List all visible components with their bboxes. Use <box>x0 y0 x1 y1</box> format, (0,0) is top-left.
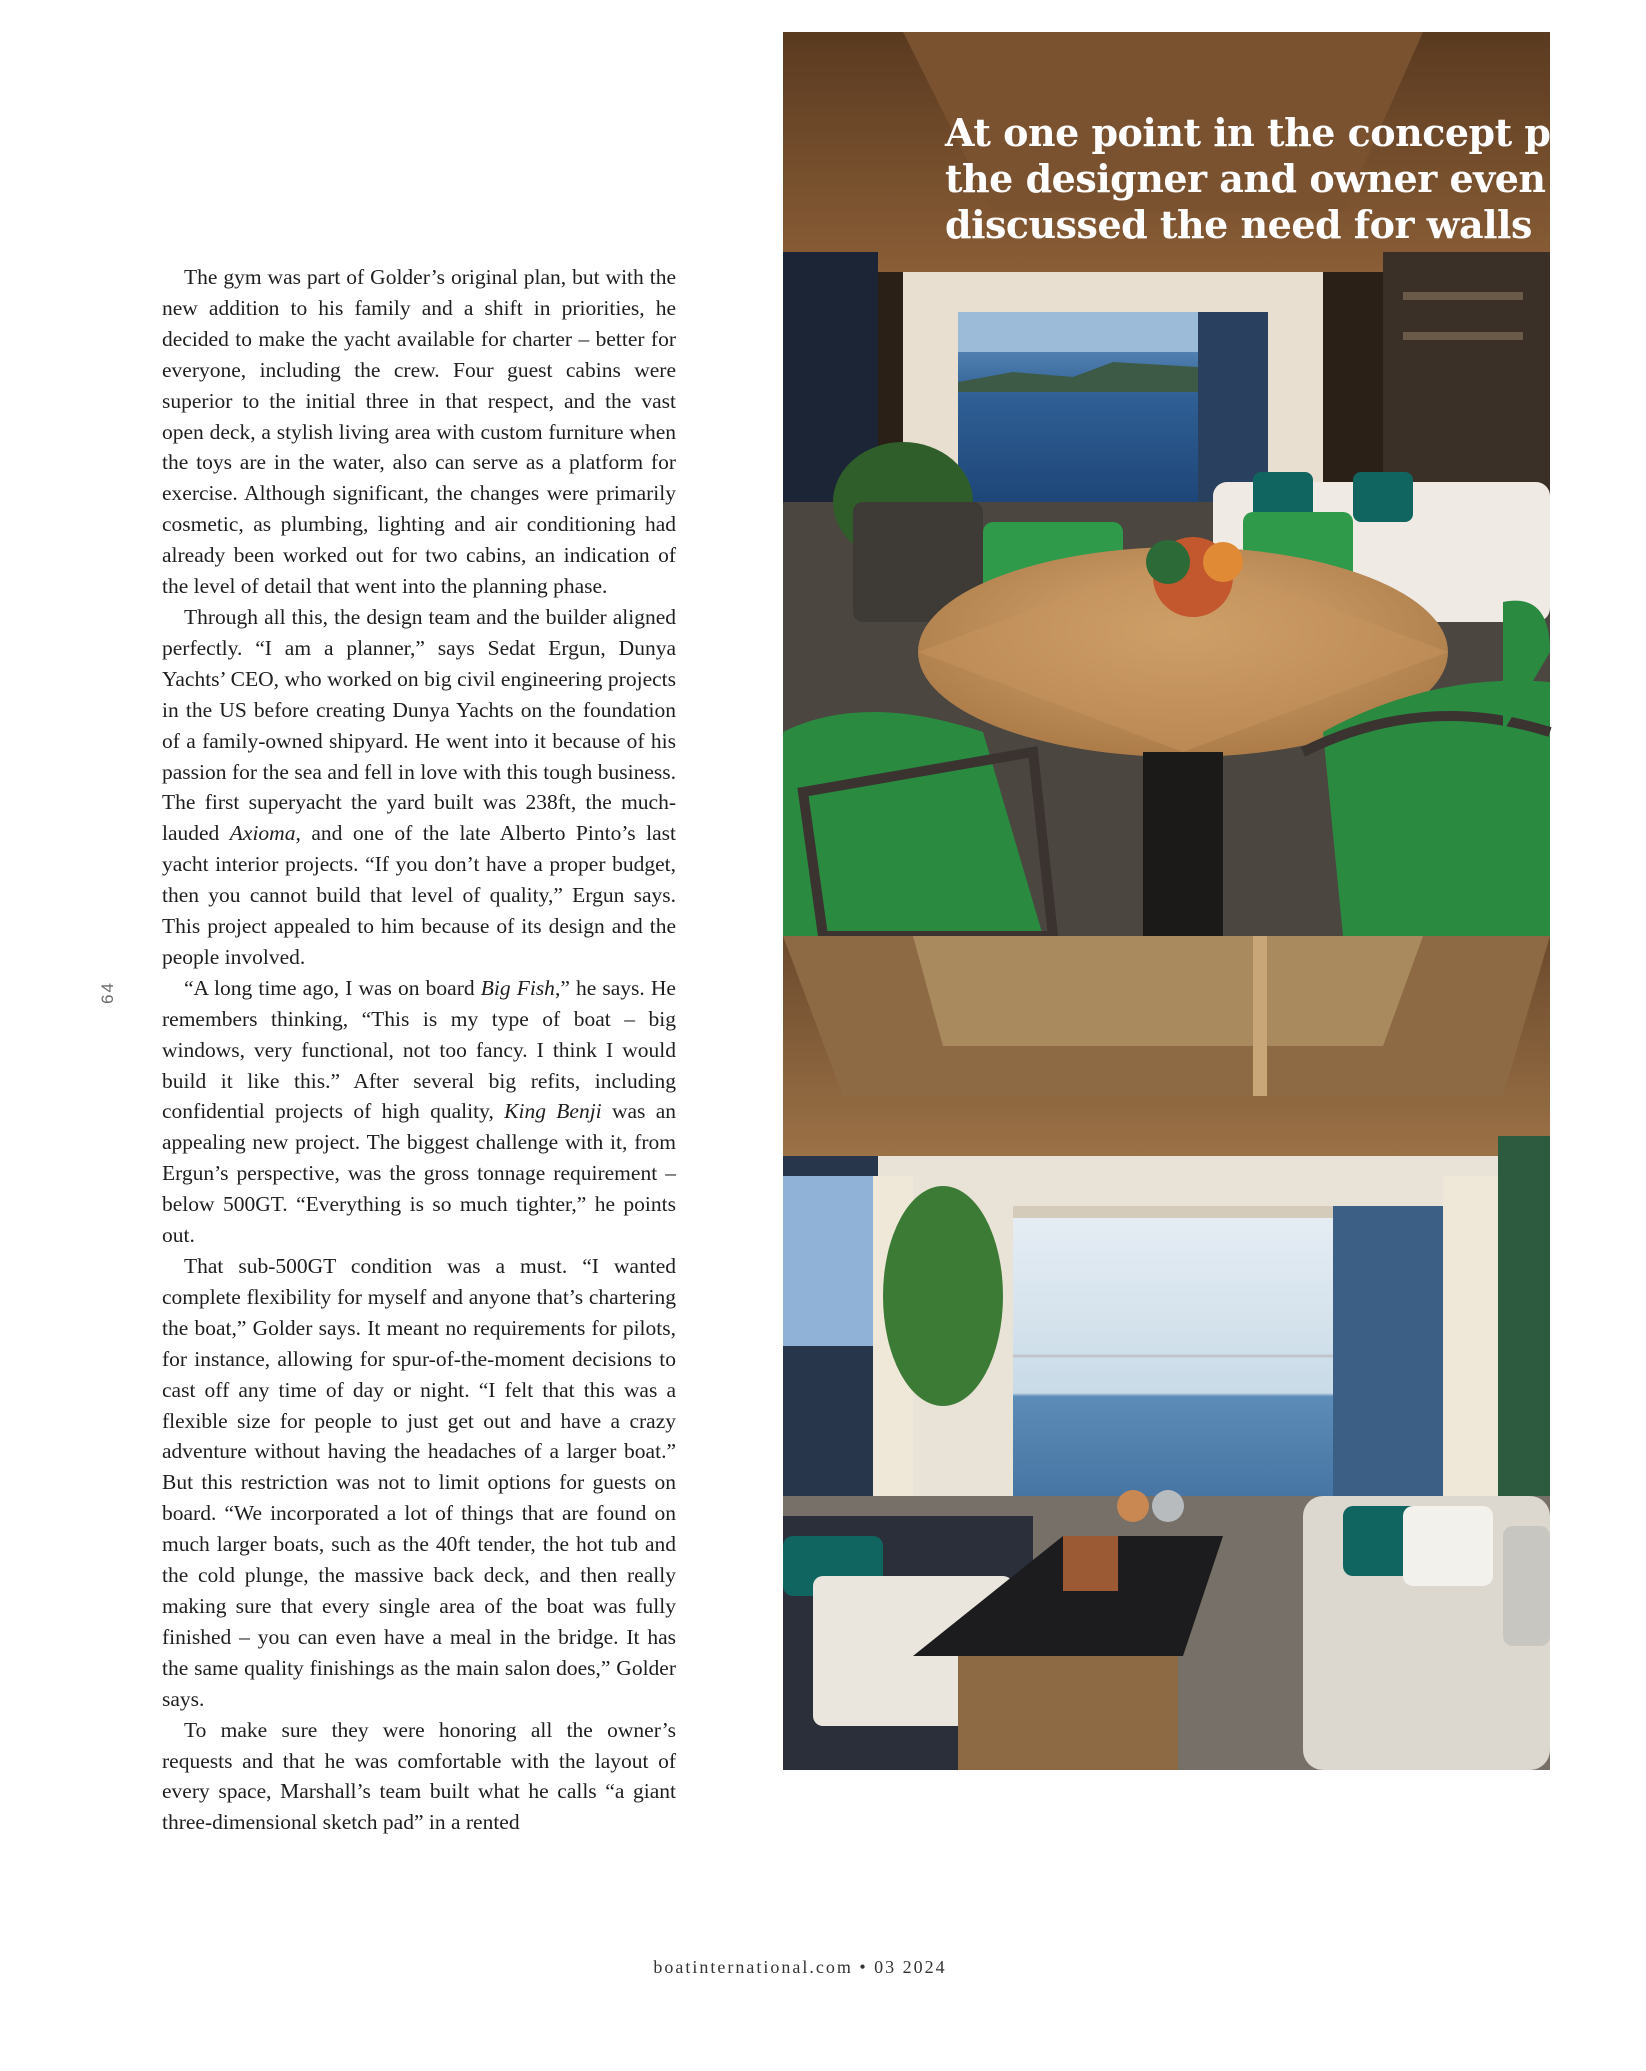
pull-quote-line: discussed the need for walls <box>945 202 1532 247</box>
dining-area-photo <box>783 32 1550 936</box>
paragraph: “A long time ago, I was on board Big Fish,” he says. He remembers thinking, “This is my type of boat – big windows, very functional, not too fancy. I think I would build it like this.” After several big refits, including confidential projects of high quality, King Benji was an appealing new project. The biggest challenge with it, from Ergun’s perspective, was the gross tonnage requirement – below 500GT. “Everything is so much tighter,” he points out. <box>162 975 676 1248</box>
lounge-photo <box>783 936 1550 1770</box>
footer-url-issue: boatinternational.com • 03 2024 <box>653 1957 947 1977</box>
paragraph: Through all this, the design team and the builder aligned perfectly. “I am a planner,” says Sedat Ergun, Dunya Yachts’ CEO, who worked on big civil engineering projects in the US before creating Dunya Yachts on the foundation of a family-owned shipyard. He went into it because of his passion for the sea and fell in love with this tough business. The first superyacht the yard built was 238ft, the much-lauded Axioma, and one of the late Alberto Pinto’s last yacht interior projects. “If you don’t have a proper budget, then you cannot build that level of quality,” Ergun says. This project appealed to him because of its design and the people involved. <box>162 604 676 969</box>
pull-quote-line: At one point in the concept phase <box>945 110 1646 155</box>
paragraph: The gym was part of Golder’s original plan, but with the new addition to his family and a shift in priorities, he decided to make the yacht available for charter – better for everyone, including the crew. Four guest cabins were superior to the initial three in that respect, and the vast open deck, a stylish living area with custom furniture when the toys are in the water, also can serve as a platform for exercise. Although significant, the changes were primarily cosmetic, as plumbing, lighting and air conditioning had already been worked out for two cabins, an indication of the level of detail that went into the planning phase. <box>162 265 676 599</box>
paragraph: That sub-500GT condition was a must. “I wanted complete flexibility for myself and anyone that’s chartering the boat,” Golder says. It meant no requirements for pilots, for instance, allowing for spur-of-the-moment decisions to cast off any time of day or night. “I felt that this was a flexible size for people to just get out and have a crazy adventure without having the headaches of a larger boat.” But this restriction was not to limit options for guests on board. “We incorporated a lot of things that are found on much larger boats, such as the 40ft tender, the hot tub and the cold plunge, the massive back deck, and then really making sure that every single area of the boat was fully finished – you can even have a meal in the bridge. It has the same quality finishings as the main salon does,” Golder says. <box>162 1254 676 1711</box>
pull-quote-line: the designer and owner even <box>945 156 1546 201</box>
article-body <box>162 262 676 1838</box>
paragraph: To make sure they were honoring all the owner’s requests and that he was comfortable with the layout of every space, Marshall’s team built what he calls “a giant three-dimensional sketch pad” in a rented <box>162 1717 676 1835</box>
page-number: 64 <box>98 981 117 1004</box>
